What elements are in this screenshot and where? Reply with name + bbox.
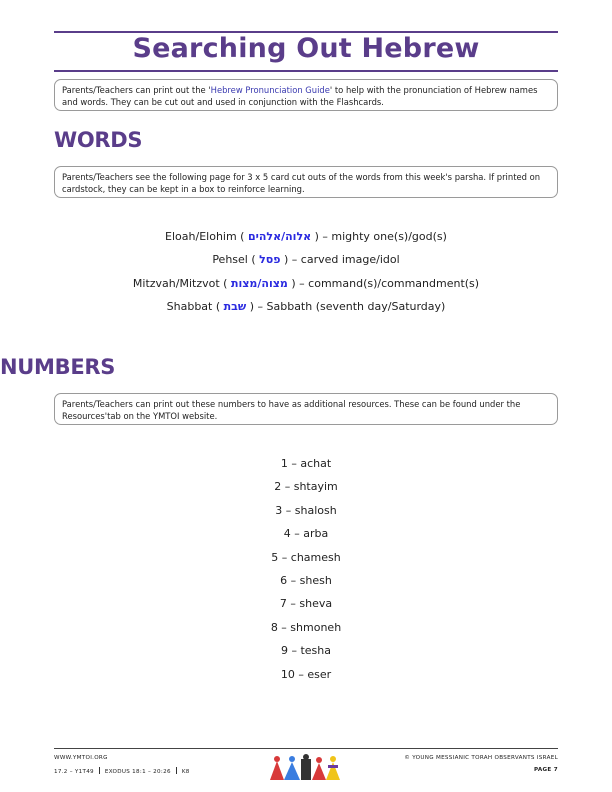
vocab-definition: ) – Sabbath (seventh day/Saturday) <box>246 299 446 313</box>
vocab-term: Pehsel ( <box>212 253 260 267</box>
number-item: 6 – shesh <box>280 573 332 587</box>
logo-figure-blue <box>284 756 300 780</box>
number-item: 4 – arba <box>283 527 329 541</box>
vocab-item <box>0 300 612 323</box>
footer-rule <box>54 748 558 749</box>
intro-note-text-after: ' to help with the pronunciation of Hebrew names and words. They can be cut out and used in conjunction with the Flashcards. <box>62 85 538 107</box>
title-bottom-rule <box>54 70 558 72</box>
intro-note-text-before: Parents/Teachers can print out the ' <box>62 85 211 95</box>
footer-website[interactable]: WWW.YMTOI.ORG <box>54 755 108 761</box>
number-item: 3 – shalosh <box>275 503 337 517</box>
vocab-hebrew: מצוה/מצות <box>230 276 288 290</box>
vocab-definition: ) – mighty one(s)/god(s) <box>311 230 447 243</box>
numbers-list <box>0 457 612 691</box>
intro-note-box <box>54 79 558 111</box>
vocab-definition: ) – carved image/idol <box>280 253 400 267</box>
logo-figure-red <box>270 756 284 780</box>
number-item: 1 – achat <box>280 457 332 470</box>
vocab-item <box>0 230 612 253</box>
footer-copyright: © YOUNG MESSIANIC TORAH OBSERVANTS ISRAEL <box>404 755 558 761</box>
numbers-heading: NUMBERS <box>0 355 116 379</box>
number-item: 5 – chamesh <box>271 550 341 564</box>
footer-divider <box>99 767 100 774</box>
vocab-term: Shabbat ( <box>166 299 224 313</box>
vocab-hebrew: פסל <box>259 253 281 267</box>
vocab-hebrew: אלוה/אלהים <box>247 230 312 243</box>
logo-figure-yellow <box>326 756 340 780</box>
words-note-text: Parents/Teachers see the following page for 3 x 5 card cut outs of the words from this week's parsha. If printed on cardstock, they can be kept in a box to reinforce learning. <box>62 172 541 194</box>
words-heading: WORDS <box>54 128 143 152</box>
footer-divider <box>176 767 177 774</box>
numbers-note-text: Parents/Teachers can print out these numbers to have as additional resources. These can be found under the Resources'tab on the YMTOI website. <box>62 399 521 421</box>
vocab-hebrew: שבת <box>223 299 247 313</box>
vocab-definition: ) – command(s)/commandment(s) <box>287 276 480 290</box>
number-item: 2 – shtayim <box>274 480 338 494</box>
ymtoi-logo <box>268 753 344 781</box>
page-number: PAGE 7 <box>534 767 558 773</box>
logo-figure-dark <box>301 754 311 780</box>
vocab-term: Mitzvah/Mitzvot ( <box>132 276 231 290</box>
vocab-item <box>0 253 612 276</box>
footer-meta <box>54 767 190 775</box>
number-item: 10 – eser <box>280 667 332 681</box>
words-note-box <box>54 166 558 198</box>
pronunciation-guide-link[interactable]: Hebrew Pronunciation Guide <box>210 85 330 95</box>
vocab-list <box>0 230 612 323</box>
footer-grade: K8 <box>181 769 190 775</box>
footer-scripture: EXODUS 18:1 – 20:26 <box>104 769 171 775</box>
number-item: 7 – sheva <box>279 597 333 611</box>
footer-lesson-code: 17.2 – Y1T49 <box>54 769 94 775</box>
vocab-term: Eloah/Elohim ( <box>165 230 248 243</box>
number-item: 9 – tesha <box>280 644 331 658</box>
logo-figure-red-2 <box>312 757 326 780</box>
numbers-note-box <box>54 393 558 425</box>
number-item: 8 – shmoneh <box>270 620 342 634</box>
page-title: Searching Out Hebrew <box>132 33 480 64</box>
vocab-item <box>0 277 612 300</box>
